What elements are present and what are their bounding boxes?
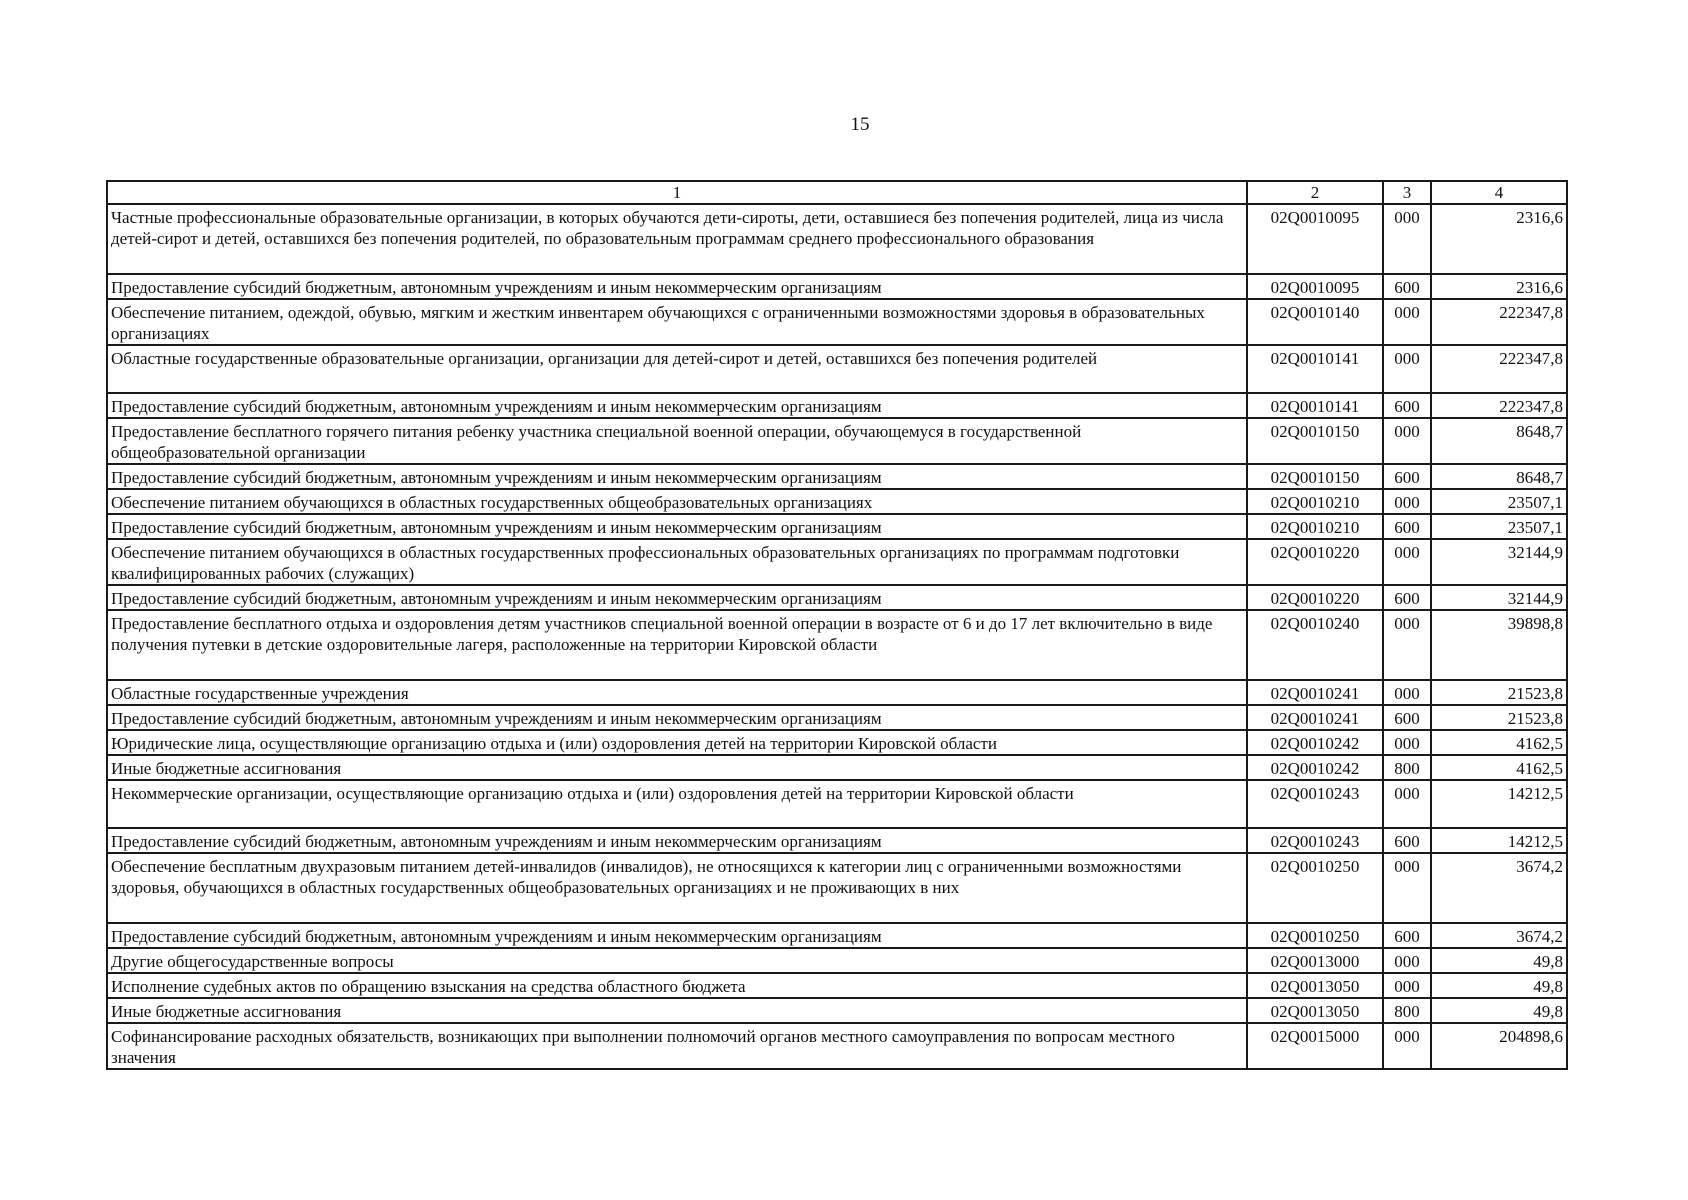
row-amount: 2316,6 xyxy=(1431,274,1567,299)
row-code: 02Q0015000 xyxy=(1247,1023,1383,1069)
row-code: 02Q0010150 xyxy=(1247,418,1383,464)
table-row xyxy=(107,948,1567,973)
table-row xyxy=(107,489,1567,514)
row-amount: 222347,8 xyxy=(1431,299,1567,345)
table-row xyxy=(107,274,1567,299)
row-expense-type: 000 xyxy=(1383,489,1431,514)
row-amount: 204898,6 xyxy=(1431,1023,1567,1069)
row-code: 02Q0010141 xyxy=(1247,345,1383,393)
row-amount: 21523,8 xyxy=(1431,705,1567,730)
row-expense-type: 000 xyxy=(1383,948,1431,973)
row-expense-type: 000 xyxy=(1383,680,1431,705)
column-header-name: 1 xyxy=(107,181,1247,204)
row-name: Предоставление субсидий бюджетным, автономным учреждениям и иным некоммерческим организациям xyxy=(107,705,1247,730)
row-code: 02Q0010242 xyxy=(1247,755,1383,780)
row-expense-type: 600 xyxy=(1383,923,1431,948)
row-name: Исполнение судебных актов по обращению взыскания на средства областного бюджета xyxy=(107,973,1247,998)
table-row xyxy=(107,514,1567,539)
row-amount: 3674,2 xyxy=(1431,923,1567,948)
row-code: 02Q0010140 xyxy=(1247,299,1383,345)
row-amount: 3674,2 xyxy=(1431,853,1567,923)
row-expense-type: 600 xyxy=(1383,393,1431,418)
table-row xyxy=(107,539,1567,585)
row-expense-type: 000 xyxy=(1383,299,1431,345)
row-expense-type: 000 xyxy=(1383,780,1431,828)
table-row xyxy=(107,1023,1567,1069)
row-code: 02Q0010220 xyxy=(1247,585,1383,610)
row-code: 02Q0013050 xyxy=(1247,998,1383,1023)
row-amount: 49,8 xyxy=(1431,948,1567,973)
row-amount: 222347,8 xyxy=(1431,393,1567,418)
row-expense-type: 800 xyxy=(1383,755,1431,780)
row-expense-type: 600 xyxy=(1383,828,1431,853)
row-name: Обеспечение питанием, одеждой, обувью, мягким и жестким инвентарем обучающихся с ограниченными возможностями здоровья в образовательных организациях xyxy=(107,299,1247,345)
row-expense-type: 000 xyxy=(1383,418,1431,464)
row-code: 02Q0010150 xyxy=(1247,464,1383,489)
row-amount: 49,8 xyxy=(1431,973,1567,998)
row-amount: 4162,5 xyxy=(1431,755,1567,780)
row-expense-type: 000 xyxy=(1383,539,1431,585)
row-code: 02Q0010220 xyxy=(1247,539,1383,585)
row-expense-type: 000 xyxy=(1383,1023,1431,1069)
row-amount: 222347,8 xyxy=(1431,345,1567,393)
row-expense-type: 600 xyxy=(1383,514,1431,539)
row-code: 02Q0010242 xyxy=(1247,730,1383,755)
table-row xyxy=(107,418,1567,464)
column-header-amount: 4 xyxy=(1431,181,1567,204)
table-row xyxy=(107,828,1567,853)
row-name: Предоставление субсидий бюджетным, автономным учреждениям и иным некоммерческим организациям xyxy=(107,828,1247,853)
table-row xyxy=(107,923,1567,948)
row-name: Предоставление субсидий бюджетным, автономным учреждениям и иным некоммерческим организациям xyxy=(107,923,1247,948)
row-code: 02Q0010210 xyxy=(1247,514,1383,539)
row-expense-type: 600 xyxy=(1383,705,1431,730)
row-name: Юридические лица, осуществляющие организацию отдыха и (или) оздоровления детей на территории Кировской области xyxy=(107,730,1247,755)
row-amount: 4162,5 xyxy=(1431,730,1567,755)
row-name: Обеспечение питанием обучающихся в областных государственных общеобразовательных организациях xyxy=(107,489,1247,514)
row-code: 02Q0013000 xyxy=(1247,948,1383,973)
row-amount: 23507,1 xyxy=(1431,489,1567,514)
row-name: Предоставление субсидий бюджетным, автономным учреждениям и иным некоммерческим организациям xyxy=(107,393,1247,418)
row-amount: 21523,8 xyxy=(1431,680,1567,705)
row-amount: 49,8 xyxy=(1431,998,1567,1023)
row-expense-type: 000 xyxy=(1383,610,1431,680)
row-amount: 39898,8 xyxy=(1431,610,1567,680)
table-header-row xyxy=(107,181,1567,204)
row-amount: 23507,1 xyxy=(1431,514,1567,539)
row-name: Предоставление бесплатного горячего питания ребенку участника специальной военной операции, обучающемуся в государственной общеобразовательной организации xyxy=(107,418,1247,464)
row-name: Предоставление субсидий бюджетным, автономным учреждениям и иным некоммерческим организациям xyxy=(107,514,1247,539)
row-expense-type: 800 xyxy=(1383,998,1431,1023)
row-code: 02Q0010243 xyxy=(1247,828,1383,853)
row-code: 02Q0010250 xyxy=(1247,923,1383,948)
row-amount: 2316,6 xyxy=(1431,204,1567,274)
table-row xyxy=(107,610,1567,680)
row-name: Обеспечение питанием обучающихся в областных государственных профессиональных образовательных организациях по программам подготовки квалифицированных рабочих (служащих) xyxy=(107,539,1247,585)
row-expense-type: 000 xyxy=(1383,204,1431,274)
row-expense-type: 000 xyxy=(1383,973,1431,998)
row-expense-type: 600 xyxy=(1383,464,1431,489)
row-name: Областные государственные учреждения xyxy=(107,680,1247,705)
row-amount: 32144,9 xyxy=(1431,539,1567,585)
table-row xyxy=(107,998,1567,1023)
table-row xyxy=(107,705,1567,730)
row-expense-type: 000 xyxy=(1383,730,1431,755)
column-header-expense-type: 3 xyxy=(1383,181,1431,204)
row-name: Областные государственные образовательные организации, организации для детей-сирот и детей, оставшихся без попечения родителей xyxy=(107,345,1247,393)
budget-table xyxy=(106,180,1568,1070)
row-expense-type: 600 xyxy=(1383,585,1431,610)
row-name: Предоставление субсидий бюджетным, автономным учреждениям и иным некоммерческим организациям xyxy=(107,585,1247,610)
row-name: Софинансирование расходных обязательств, возникающих при выполнении полномочий органов местного самоуправления по вопросам местного значения xyxy=(107,1023,1247,1069)
table-row xyxy=(107,755,1567,780)
row-code: 02Q0010141 xyxy=(1247,393,1383,418)
table-row xyxy=(107,204,1567,274)
table-row xyxy=(107,853,1567,923)
table-row xyxy=(107,730,1567,755)
row-name: Предоставление субсидий бюджетным, автономным учреждениям и иным некоммерческим организациям xyxy=(107,464,1247,489)
row-expense-type: 000 xyxy=(1383,345,1431,393)
page-number: 15 xyxy=(850,114,870,135)
row-expense-type: 000 xyxy=(1383,853,1431,923)
row-name: Другие общегосударственные вопросы xyxy=(107,948,1247,973)
table-row xyxy=(107,464,1567,489)
row-code: 02Q0010241 xyxy=(1247,680,1383,705)
row-code: 02Q0010250 xyxy=(1247,853,1383,923)
row-name: Обеспечение бесплатным двухразовым питанием детей-инвалидов (инвалидов), не относящихся к категории лиц с ограниченными возможностями здоровья, обучающихся в областных государственных общеобразовательных организациях и не проживающих в них xyxy=(107,853,1247,923)
row-name: Предоставление бесплатного отдыха и оздоровления детям участников специальной военной операции в возрасте от 6 и до 17 лет включительно в виде получения путевки в детские оздоровительные лагеря, расположенные на территории Кировской области xyxy=(107,610,1247,680)
table-row xyxy=(107,585,1567,610)
row-name: Предоставление субсидий бюджетным, автономным учреждениям и иным некоммерческим организациям xyxy=(107,274,1247,299)
row-amount: 14212,5 xyxy=(1431,828,1567,853)
table-row xyxy=(107,780,1567,828)
row-name: Иные бюджетные ассигнования xyxy=(107,998,1247,1023)
row-name: Некоммерческие организации, осуществляющие организацию отдыха и (или) оздоровления детей на территории Кировской области xyxy=(107,780,1247,828)
row-amount: 32144,9 xyxy=(1431,585,1567,610)
row-code: 02Q0010243 xyxy=(1247,780,1383,828)
row-name: Иные бюджетные ассигнования xyxy=(107,755,1247,780)
column-header-code: 2 xyxy=(1247,181,1383,204)
row-amount: 8648,7 xyxy=(1431,418,1567,464)
row-name: Частные профессиональные образовательные организации, в которых обучаются дети-сироты, дети, оставшиеся без попечения родителей, лица из числа детей-сирот и детей, оставшихся без попечения родителей, по образовательным программам среднего профессионального образования xyxy=(107,204,1247,274)
table-row xyxy=(107,973,1567,998)
row-amount: 8648,7 xyxy=(1431,464,1567,489)
table-row xyxy=(107,393,1567,418)
row-code: 02Q0010210 xyxy=(1247,489,1383,514)
table-row xyxy=(107,345,1567,393)
row-code: 02Q0010241 xyxy=(1247,705,1383,730)
row-code: 02Q0010095 xyxy=(1247,274,1383,299)
row-code: 02Q0010240 xyxy=(1247,610,1383,680)
table-row xyxy=(107,680,1567,705)
table-row xyxy=(107,299,1567,345)
row-amount: 14212,5 xyxy=(1431,780,1567,828)
row-expense-type: 600 xyxy=(1383,274,1431,299)
row-code: 02Q0010095 xyxy=(1247,204,1383,274)
row-code: 02Q0013050 xyxy=(1247,973,1383,998)
